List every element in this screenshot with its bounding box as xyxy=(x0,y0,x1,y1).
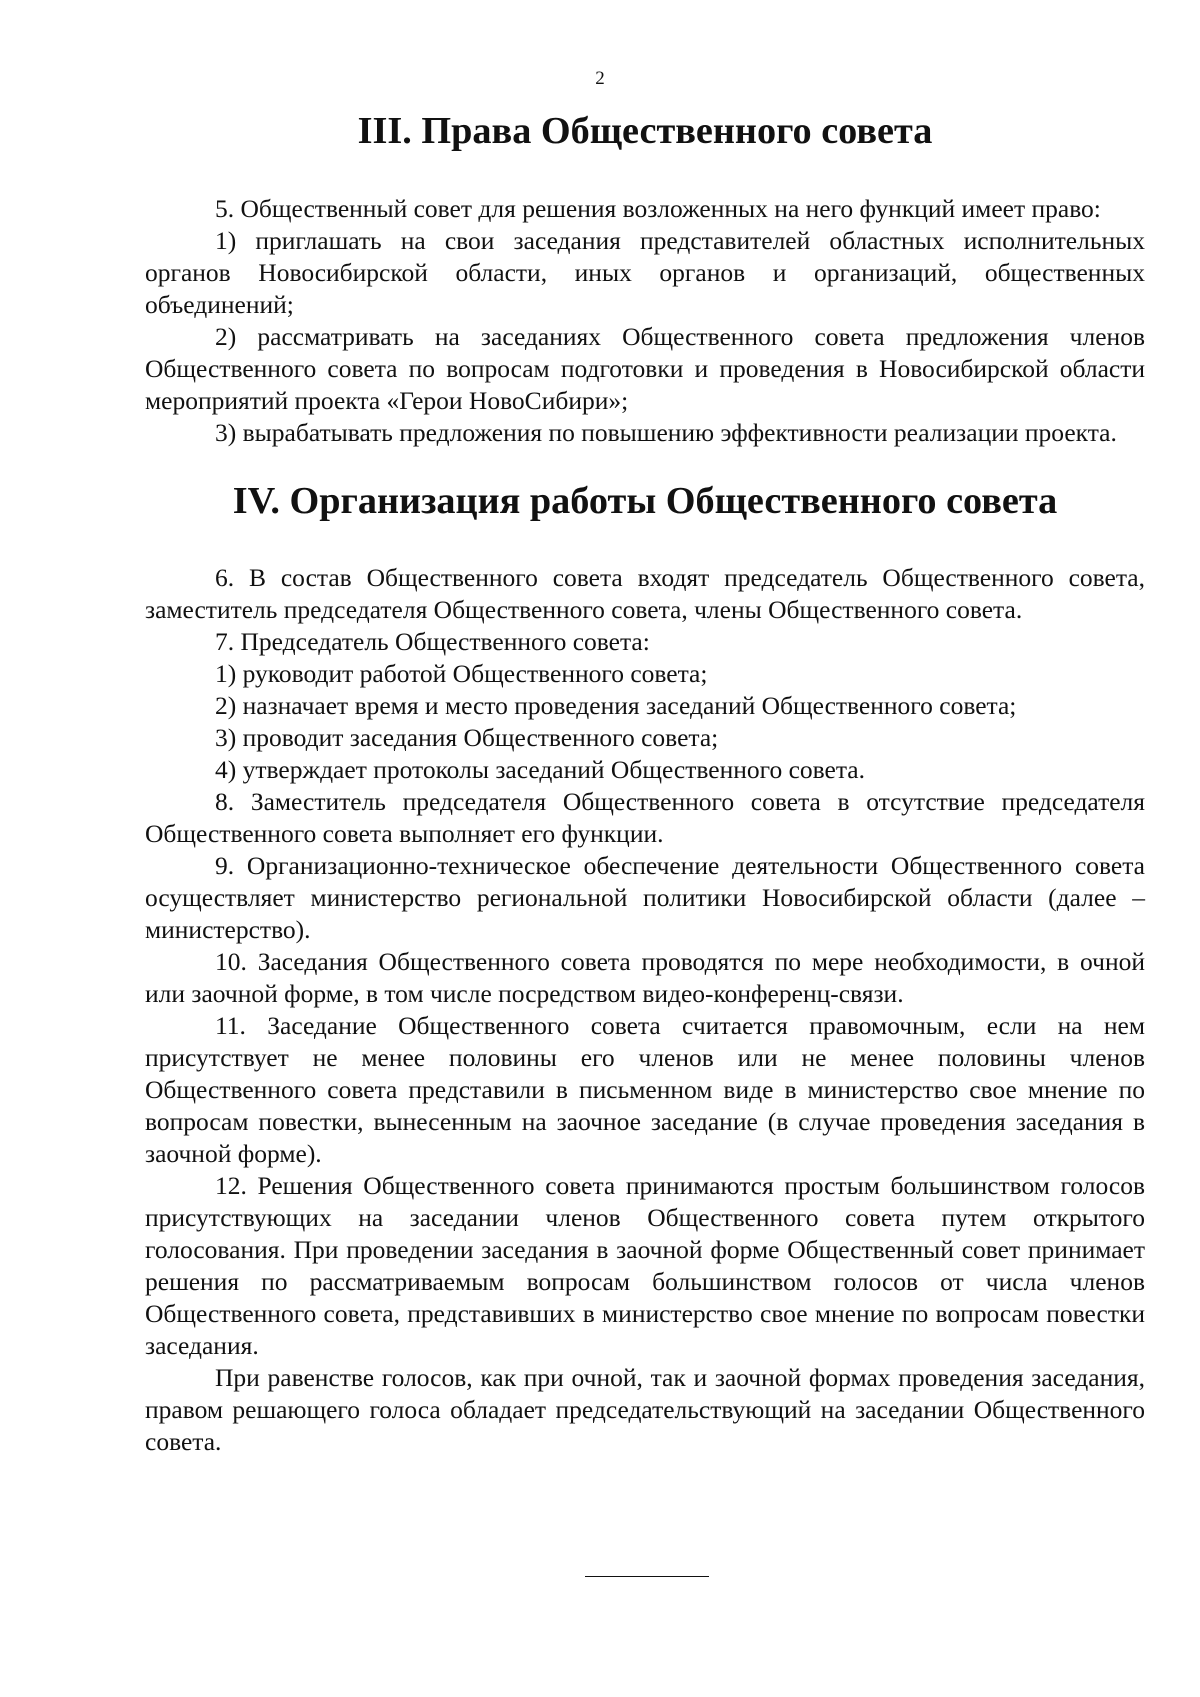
paragraph-7: 7. Председатель Общественного совета: xyxy=(215,627,650,656)
paragraph-5-item-3: 3) вырабатывать предложения по повышению эффективности реализации проекта. xyxy=(215,418,1117,447)
paragraph-7-item-2: 2) назначает время и место проведения заседаний Общественного совета; xyxy=(215,691,1017,720)
end-of-document-rule xyxy=(585,1576,709,1577)
paragraph-7-item-1: 1) руководит работой Общественного совета; xyxy=(215,659,708,688)
paragraph-9: 9. Организационно-техническое обеспечение деятельности Общественного совета осуществляет министерство региональной политики Новосибирской области (далее – министерство). xyxy=(145,851,1145,944)
section-4-heading: IV. Организация работы Общественного совета xyxy=(232,480,1058,522)
section-3-heading: III. Права Общественного совета xyxy=(357,110,933,152)
paragraph-7-item-4: 4) утверждает протоколы заседаний Общественного совета. xyxy=(215,755,866,784)
paragraph-7-item-3: 3) проводит заседания Общественного совета; xyxy=(215,723,719,752)
paragraph-11: 11. Заседание Общественного совета считается правомочным, если на нем присутствует не менее половины его членов или не менее половины членов Общественного совета представили в письменном виде в министерство свое мнение по вопросам повестки, вынесенным на заочное заседание (в случае проведения заседания в заочной форме). xyxy=(145,1011,1145,1168)
paragraph-6: 6. В состав Общественного совета входят председатель Общественного совета, заместитель председателя Общественного совета, члены Общественного совета. xyxy=(145,563,1145,624)
paragraph-10: 10. Заседания Общественного совета проводятся по мере необходимости, в очной или заочной форме, в том числе посредством видео-конференц-связи. xyxy=(145,947,1145,1008)
paragraph-5: 5. Общественный совет для решения возложенных на него функций имеет право: xyxy=(215,194,1101,223)
paragraph-tie-vote: При равенстве голосов, как при очной, так и заочной формах проведения заседания, правом решающего голоса обладает председательствующий на заседании Общественного совета. xyxy=(145,1363,1145,1456)
page-number: 2 xyxy=(595,68,605,89)
document-body xyxy=(145,110,1145,1458)
paragraph-12: 12. Решения Общественного совета принимаются простым большинством голосов присутствующих на заседании членов Общественного совета путем открытого голосования. При проведении заседания в заочной форме Общественный совет принимает решения по рассматриваемым вопросам большинством голосов от числа членов Общественного совета, представивших в министерство свое мнение по вопросам повестки заседания. xyxy=(145,1171,1145,1360)
paragraph-5-item-2: 2) рассматривать на заседаниях Общественного совета предложения членов Общественного совета по вопросам подготовки и проведения в Новосибирской области мероприятий проекта «Герои НовоСибири»; xyxy=(145,322,1145,415)
paragraph-8: 8. Заместитель председателя Общественного совета в отсутствие председателя Общественного совета выполняет его функции. xyxy=(145,787,1145,848)
paragraph-5-item-1: 1) приглашать на свои заседания представителей областных исполнительных органов Новосибирской области, иных органов и организаций, общественных объединений; xyxy=(145,226,1145,319)
